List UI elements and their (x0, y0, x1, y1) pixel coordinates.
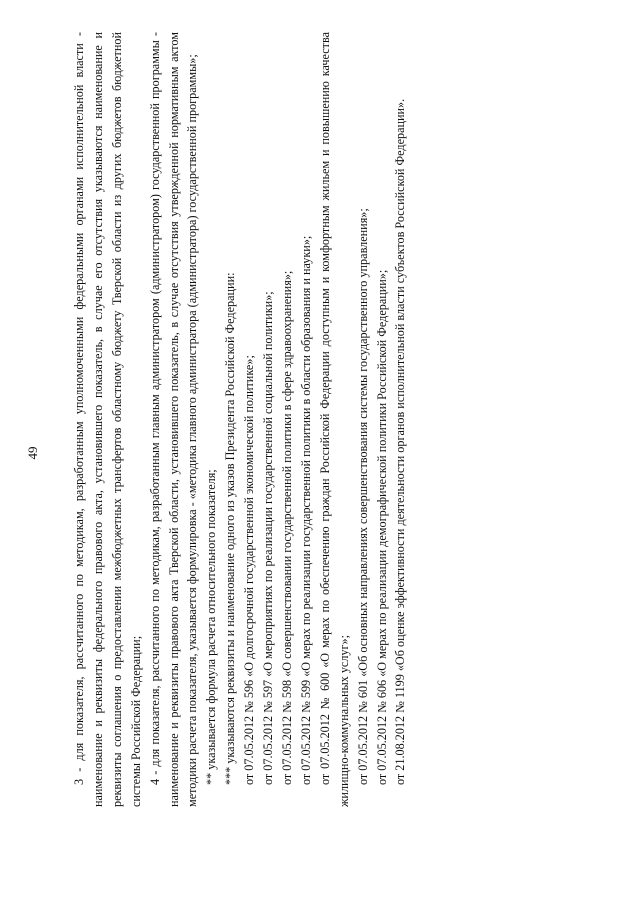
decree-596: от 07.05.2012 № 596 «О долгосрочной государственной экономической политике»; (242, 355, 257, 785)
triple-asterisk-note: *** указываются реквизиты и наименование одного из указов Президента Российской Федерации: (223, 272, 238, 785)
footnote-3-paragraph: 3 - для показателя, рассчитанного по методикам, разработанным уполномоченными федеральными органами исполнительной власти - наименование и реквизиты федерального правового акта, установившего показатель, в случае его отсутствия указываются наименование и реквизиты соглашения о предоставлении межбюджетных трансфертов областному бюджету Тверской области из других бюджетов бюджетной системы Российской Федерации; (72, 32, 143, 807)
decree-1199: от 21.08.2012 № 1199 «Об оценке эффективности деятельности органов исполнительной власти субъектов Российской Федерации». (393, 98, 408, 785)
decree-606: от 07.05.2012 № 606 «О мерах по реализации демографической политики Российской Федерации»; (374, 269, 389, 785)
decree-601: от 07.05.2012 № 601 «Об основных направлениях совершенствования системы государственного управления»; (355, 208, 370, 785)
rotated-page-content (70, 0, 410, 872)
page-number: 49 (25, 446, 40, 460)
decree-598: от 07.05.2012 № 598 «О совершенствовании государственной политики в сфере здравоохранения»; (279, 270, 294, 785)
decree-600: от 07.05.2012 № 600 «О мерах по обеспечению граждан Российской Федерации доступным и комфортным жильем и повышению качества жилищно-коммунальных услуг»; (317, 32, 351, 807)
document-body (70, 32, 410, 807)
footnote-4-paragraph: 4 - для показателя, рассчитанного по методикам, разработанным главным администратором (администратором) государственной программы - наименование и реквизиты правового акта Тверской области, установившего показатель, в случае отсутствия утвержденной нормативным актом методики расчета показателя, указывается формулировка - «методика главного администратора (администратора) государственной программы»; (147, 32, 200, 807)
decree-597: от 07.05.2012 № 597 «О мероприятиях по реализации государственной социальной политики»; (261, 291, 276, 785)
double-asterisk-note: ** указывается формула расчета относительного показателя; (204, 469, 219, 785)
decree-599: от 07.05.2012 № 599 «О мерах по реализации государственной политики в области образования и науки»; (298, 235, 313, 785)
